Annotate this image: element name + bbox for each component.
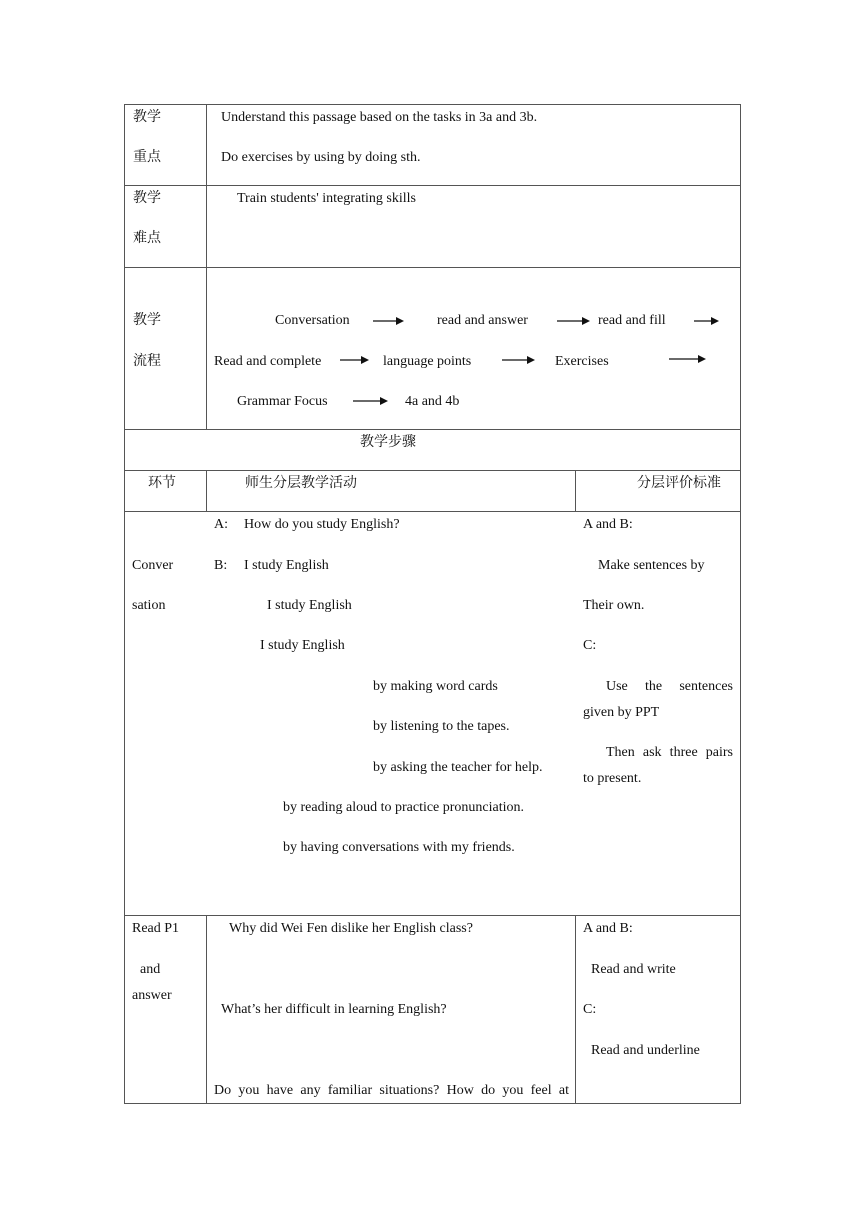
study-way: by making word cards (373, 679, 498, 694)
criteria-ab-label: A and B: (583, 517, 633, 532)
read-section-line1: Read P1 (132, 921, 180, 936)
criteria-c-line: Use the sentences (606, 679, 733, 694)
header-section: 环节 (148, 476, 176, 491)
header-criteria: 分层评价标准 (637, 476, 721, 491)
flow-step: Conversation (275, 313, 350, 328)
flow-step: language points (383, 354, 472, 369)
row-divider (124, 429, 741, 430)
conversation-line: I study English (260, 638, 345, 653)
focus-label-line1: 教学 (133, 110, 161, 125)
row-divider (124, 185, 741, 186)
question: Do you have any familiar situations? How do you feel at (214, 1083, 569, 1098)
study-way: by reading aloud to practice pronunciation. (283, 800, 525, 815)
study-way: by listening to the tapes. (373, 719, 510, 734)
difficulty-text: Train students' integrating skills (237, 191, 416, 206)
speaker-b-label: B: (214, 558, 228, 573)
right-arrow-icon (373, 316, 404, 326)
column-divider (575, 915, 576, 1104)
speaker-b-text: I study English (244, 558, 329, 573)
row-divider (124, 470, 741, 471)
read-criteria-ab-label: A and B: (583, 921, 633, 936)
table-border-right (740, 104, 741, 1104)
study-way: by having conversations with my friends. (283, 840, 515, 855)
criteria-ab-line: Their own. (583, 598, 645, 613)
flow-step: Exercises (555, 354, 609, 369)
table-border-bottom (124, 1103, 741, 1104)
criteria-c-line: to present. (583, 771, 642, 786)
header-activities: 师生分层教学活动 (245, 476, 357, 491)
column-divider (206, 470, 207, 511)
study-way: by asking the teacher for help. (373, 760, 543, 775)
steps-title: 教学步骤 (360, 435, 416, 450)
right-arrow-icon (340, 355, 369, 365)
difficulty-label-line1: 教学 (133, 191, 161, 206)
right-arrow-icon (557, 316, 590, 326)
criteria-c-line: given by PPT (583, 705, 660, 720)
column-divider (206, 915, 207, 1104)
read-criteria-c-label: C: (583, 1002, 597, 1017)
process-label-line2: 流程 (133, 354, 161, 369)
right-arrow-icon (502, 355, 535, 365)
flow-step: 4a and 4b (405, 394, 460, 409)
read-criteria-ab-text: Read and write (591, 962, 676, 977)
criteria-ab-line: Make sentences by (598, 558, 705, 573)
right-arrow-icon (669, 354, 706, 364)
table-border-top (124, 104, 741, 105)
flow-step: read and answer (437, 313, 528, 328)
conversation-section-line2: sation (132, 598, 166, 613)
table-border-left (124, 104, 125, 1104)
flow-step: Read and complete (214, 354, 322, 369)
read-criteria-c-text: Read and underline (591, 1043, 700, 1058)
read-section-line3: answer (132, 988, 172, 1003)
criteria-c-label: C: (583, 638, 597, 653)
row-divider (124, 267, 741, 268)
row-divider (124, 511, 741, 512)
speaker-a-label: A: (214, 517, 228, 532)
conversation-line: I study English (267, 598, 352, 613)
conversation-section-line1: Conver (132, 558, 174, 573)
read-section-line2: and (140, 962, 161, 977)
focus-line-1: Understand this passage based on the tasks in 3a and 3b. (221, 110, 538, 125)
process-label-line1: 教学 (133, 313, 161, 328)
right-arrow-icon (353, 396, 388, 406)
speaker-a-text: How do you study English? (244, 517, 400, 532)
criteria-c-line: Then ask three pairs (606, 745, 733, 760)
flow-step: read and fill (598, 313, 666, 328)
flow-step: Grammar Focus (237, 394, 328, 409)
difficulty-label-line2: 难点 (133, 231, 161, 246)
right-arrow-icon (694, 316, 719, 326)
question: What’s her difficult in learning English? (221, 1002, 447, 1017)
column-divider (575, 470, 576, 511)
question: Why did Wei Fen dislike her English class? (229, 921, 473, 936)
column-divider (206, 104, 207, 430)
row-divider (124, 915, 741, 916)
focus-line-2: Do exercises by using by doing sth. (221, 150, 421, 165)
focus-label-line2: 重点 (133, 150, 161, 165)
